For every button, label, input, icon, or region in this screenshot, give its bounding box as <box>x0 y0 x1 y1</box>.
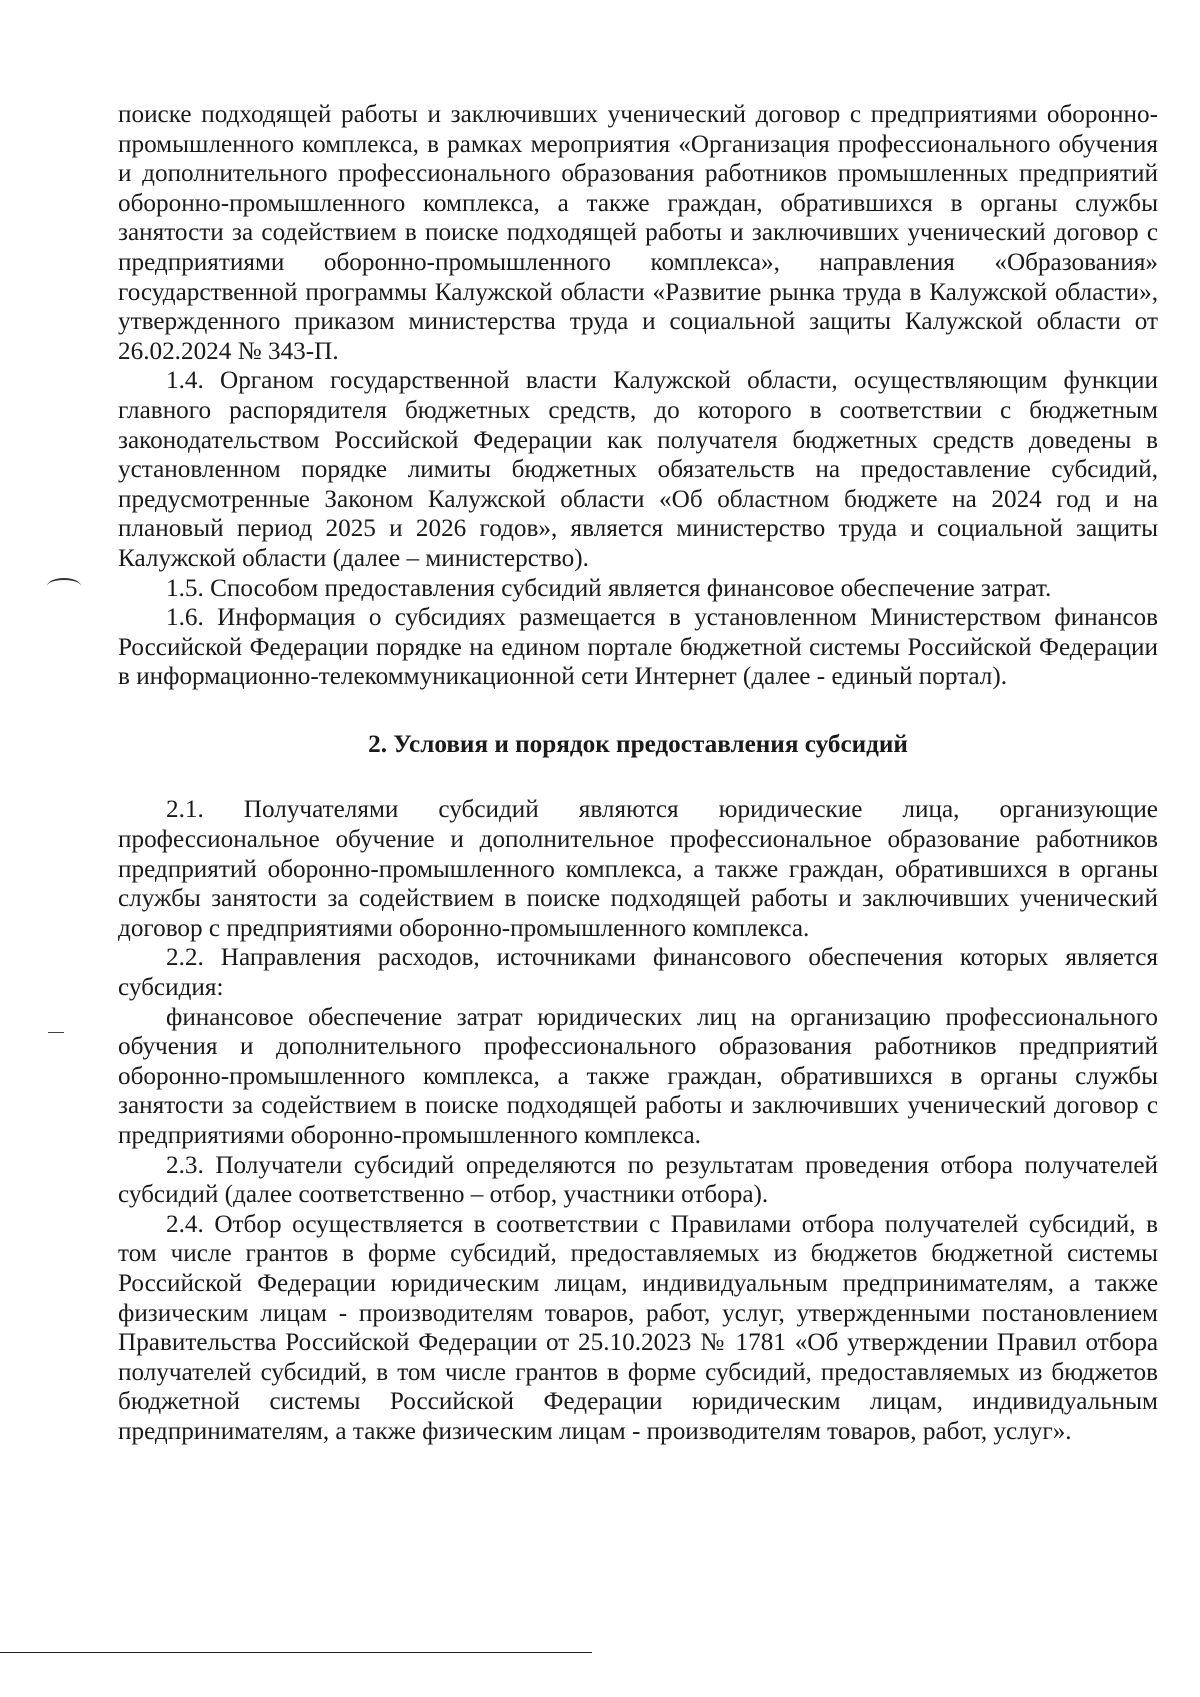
paragraph-2-3: 2.3. Получатели субсидий определяются по результатам проведения отбора получателей субсидий (далее соответственно – отбор, участники отбора). <box>118 1151 1158 1209</box>
paragraph-2-2: 2.2. Направления расходов, источниками финансового обеспечения которых является субсидия: <box>118 944 1158 1002</box>
paragraph-2-1: 2.1. Получателями субсидий являются юридические лица, организующие профессиональное обучение и дополнительное профессиональное образование работников предприятий оборонно-промышленного комплекса, а также граждан, обратившихся в органы службы занятости за содействием в поиске подходящей работы и заключивших ученический договор с предприятиями оборонно-промышленного комплекса. <box>118 796 1158 942</box>
document-page <box>118 100 1158 1447</box>
paragraph-1-5: 1.5. Способом предоставления субсидий является финансовое обеспечение затрат. <box>166 574 1052 602</box>
paragraph-1-3-continuation: поиске подходящей работы и заключивших ученический договор с предприятиями оборонно-промышленного комплекса, в рамках мероприятия «Организация профессионального обучения и дополнительного профессионального образования работников промышленных предприятий оборонно-промышленного комплекса, а также граждан, обратившихся в органы службы занятости за содействием в поиске подходящей работы и заключивших ученический договор с предприятиями оборонно-промышленного комплекса», направления «Образования» государственной программы Калужской области «Развитие рынка труда в Калужской области», утвержденного приказом министерства труда и социальной защиты Калужской области от 26.02.2024 № 343-П. <box>118 101 1158 365</box>
paragraph-1-6: 1.6. Информация о субсидиях размещается в установленном Министерством финансов Российской Федерации порядке на едином портале бюджетной системы Российской Федерации в информационно-телекоммуникационной сети Интернет (далее - единый портал). <box>118 604 1158 691</box>
paragraph-2-2-item: финансовое обеспечение затрат юридических лиц на организацию профессионального обучения и дополнительного профессионального образования работников предприятий оборонно-промышленного комплекса, а также граждан, обратившихся в органы службы занятости за содействием в поиске подходящей работы и заключивших ученический договор с предприятиями оборонно-промышленного комплекса. <box>118 1003 1158 1149</box>
section-2-heading: 2. Условия и порядок предоставления субсидий <box>368 730 908 758</box>
paragraph-1-4: 1.4. Органом государственной власти Калужской области, осуществляющим функции главного распорядителя бюджетных средств, до которого в соответствии с бюджетным законодательством Российской Федерации как получателя бюджетных средств доведены в установленном порядке лимиты бюджетных обязательств на предоставление субсидий, предусмотренные Законом Калужской области «Об областном бюджете на 2024 год и на плановый период 2025 и 2026 годов», является министерство труда и социальной защиты Калужской области (далее – министерство). <box>118 367 1158 572</box>
footer-rule-line <box>0 1652 592 1653</box>
margin-dash-mark <box>48 1032 64 1033</box>
margin-pen-mark <box>47 578 81 594</box>
paragraph-2-4: 2.4. Отбор осуществляется в соответствии с Правилами отбора получателей субсидий, в том числе грантов в форме субсидий, предоставляемых из бюджетов бюджетной системы Российской Федерации юридическим лицам, индивидуальным предпринимателям, а также физическим лицам - производителям товаров, работ, услуг, утвержденными постановлением Правительства Российской Федерации от 25.10.2023 № 1781 «Об утверждении Правил отбора получателей субсидий, в том числе грантов в форме субсидий, предоставляемых из бюджетов бюджетной системы Российской Федерации юридическим лицам, индивидуальным предпринимателям, а также физическим лицам - производителям товаров, работ, услуг». <box>118 1210 1158 1445</box>
